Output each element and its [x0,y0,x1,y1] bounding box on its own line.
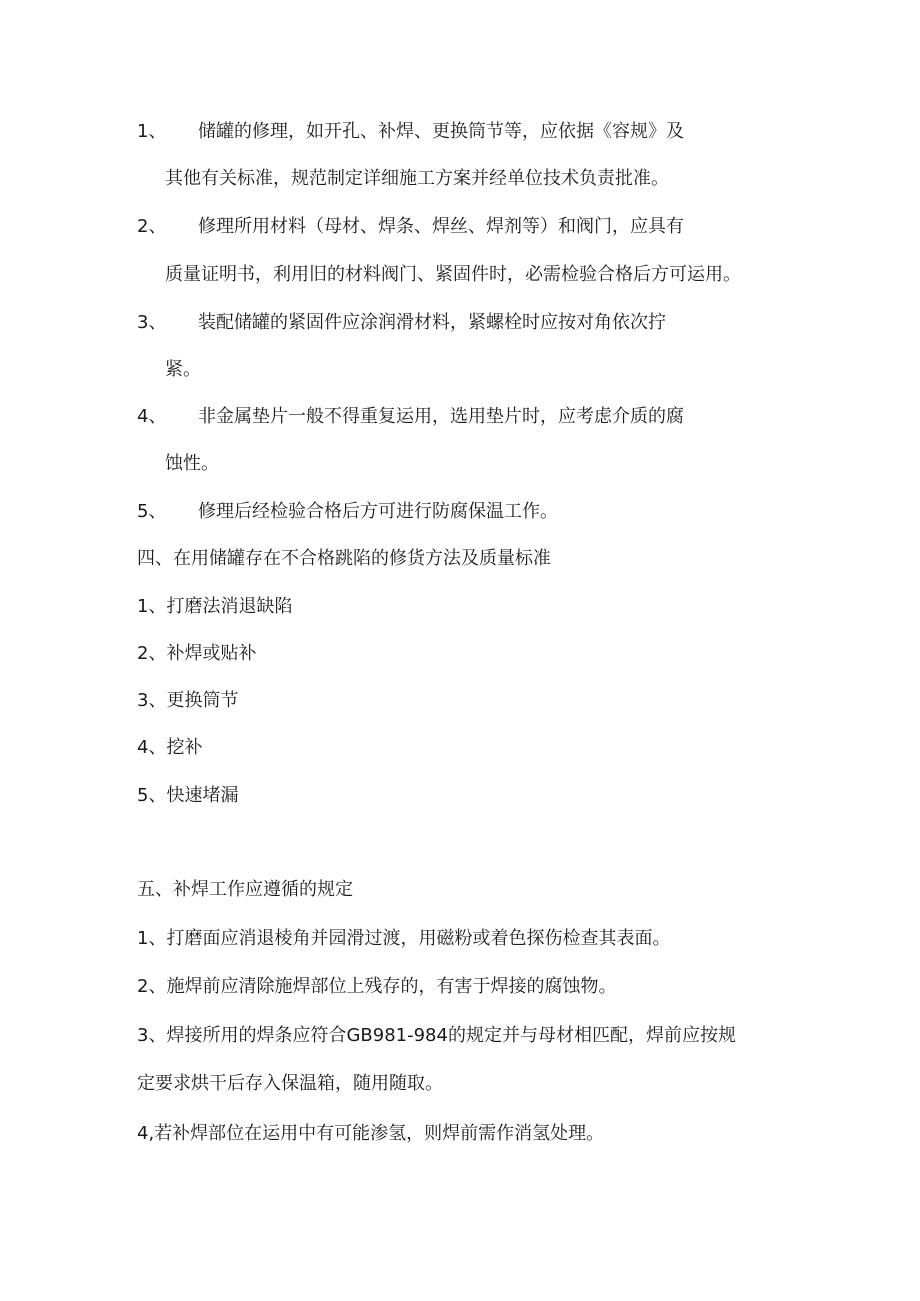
item-text: 修理后经检验合格后方可进行防腐保温工作。 [198,501,558,522]
section-4-item: 3、更换筒节 [137,690,239,711]
section-5-heading: 五、补焊工作应遵循的规定 [137,879,353,900]
section-4-item: 1、打磨法消退缺陷 [137,596,293,617]
item-text: 非金属垫片一般不得重复运用，选用垫片时，应考虑介质的腐 [198,406,684,427]
item-text: 储罐的修理，如开孔、补焊、更换筒节等，应依据《容规》及 [198,121,684,142]
item-number: 5、 [137,501,167,522]
item-text-continued: 质量证明书，利用旧的材料阀门、紧固件时，必需检验合格后方可运用。 [165,264,741,285]
item-number: 2、 [137,216,167,237]
section-4-heading: 四、在用储罐存在不合格跳陷的修货方法及质量标准 [137,548,551,569]
section-5-item: 1、打磨面应消退棱角并园滑过渡，用磁粉或着色探伤检查其表面。 [137,928,671,949]
section-5-item: 4,若补焊部位在运用中有可能渗氢，则焊前需作消氢处理。 [137,1123,605,1144]
item-text-continued: 其他有关标准，规范制定详细施工方案并经单位技术负责批准。 [165,168,669,189]
section-4-item: 5、快速堵漏 [137,785,239,806]
item-number: 3、 [137,312,167,333]
item-number: 4、 [137,406,167,427]
item-text: 装配储罐的紧固件应涂润滑材料，紧螺栓时应按对角依次拧 [198,312,666,333]
section-5-item: 2、施焊前应清除施焊部位上残存的，有害于焊接的腐蚀物。 [137,976,617,997]
item-text-continued: 紧。 [165,359,201,380]
item-text-continued: 蚀性。 [165,453,219,474]
section-4-item: 4、挖补 [137,737,203,758]
section-5-item-continued: 定要求烘干后存入保温箱，随用随取。 [137,1073,443,1094]
item-text: 修理所用材料（母材、焊条、焊丝、焊剂等）和阀门，应具有 [198,216,684,237]
section-4-item: 2、补焊或贴补 [137,643,257,664]
item-number: 1、 [137,121,167,142]
section-5-item: 3、焊接所用的焊条应符合GB981-984的规定并与母材相匹配，焊前应按规 [137,1025,736,1046]
